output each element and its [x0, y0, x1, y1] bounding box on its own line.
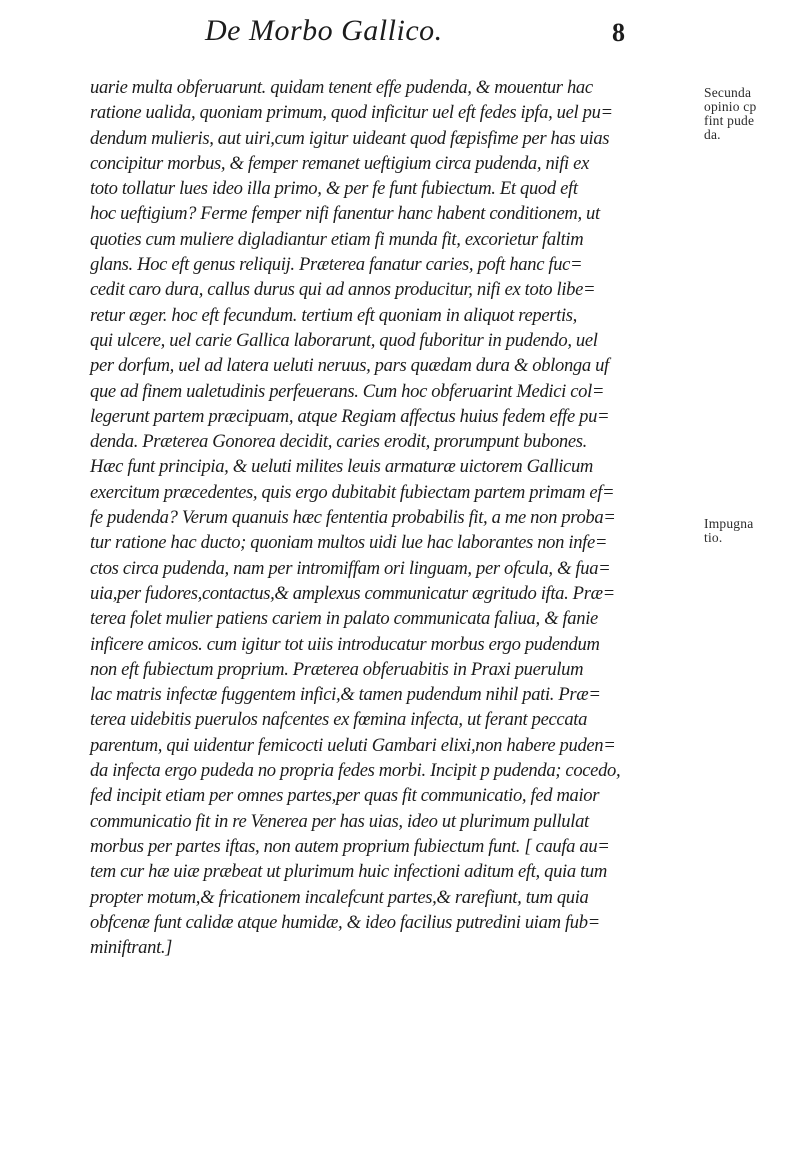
- text-line: propter motum,& fricationem incalefcunt partes,& rarefiunt, tum quia: [90, 886, 589, 908]
- text-line: miniftrant.]: [90, 937, 173, 959]
- text-line: denda. Præterea Gonorea decidit, caries erodit, prorumpunt bubones.: [90, 431, 587, 453]
- margin-note-line: opinio cp: [704, 99, 757, 114]
- margin-note-line: Secunda: [704, 85, 752, 100]
- text-line: fe pudenda? Verum quanuis hæc fententia probabilis fit, a me non proba=: [90, 507, 616, 529]
- margin-note-impugnatio: [704, 517, 784, 545]
- text-line: obfcenæ funt calidæ atque humidæ, & ideo facilius putredini uiam fub=: [90, 911, 600, 933]
- text-line: per dorfum, uel ad latera ueluti neruus, pars quædam dura & oblonga uf: [90, 355, 609, 377]
- text-line: qui ulcere, uel carie Gallica laborarunt, quod fuboritur in pudendo, uel: [90, 329, 598, 351]
- text-line: da infecta ergo pudeda no propria fedes morbi. Incipit p pudenda; cocedo,: [90, 760, 621, 782]
- text-line: ctos circa pudenda, nam per intromiffam ori linguam, per ofcula, & fua=: [90, 557, 611, 579]
- text-line: glans. Hoc eft genus reliquij. Præterea fanatur caries, poft hanc fuc=: [90, 254, 583, 276]
- running-title: De Morbo Gallico.: [205, 14, 443, 47]
- margin-note-line: fint pude: [704, 113, 755, 128]
- text-line: legerunt partem præcipuam, atque Regiam affectus huius fedem effe pu=: [90, 405, 610, 427]
- text-line: ratione ualida, quoniam primum, quod inficitur uel eft fedes ipfa, uel pu=: [90, 102, 613, 124]
- text-line: tur ratione hac ducto; quoniam multos uidi lue hac laborantes non infe=: [90, 532, 608, 554]
- text-line: tem cur hæ uiæ præbeat ut plurimum huic infectioni aditum eft, quia tum: [90, 861, 607, 883]
- text-line: cedit caro dura, callus durus qui ad annos producitur, nifi ex toto libe=: [90, 279, 596, 301]
- margin-note-line: tio.: [704, 530, 723, 545]
- margin-note-line: Impugna: [704, 516, 754, 531]
- text-line: communicatio fit in re Venerea per has uias, ideo ut plurimum pullulat: [90, 810, 589, 832]
- text-line: terea uidebitis puerulos nafcentes ex fœmina infecta, ut ferant peccata: [90, 709, 588, 731]
- margin-note-line: da.: [704, 127, 721, 142]
- text-line: dendum mulieris, aut uiri,cum igitur uideant quod fæpisfime per has uias: [90, 127, 610, 149]
- text-line: parentum, qui uidentur femicocti ueluti Gambari elixi,non habere puden=: [90, 734, 616, 756]
- text-line: terea folet mulier patiens cariem in palato communicata faliua, & fanie: [90, 608, 598, 630]
- text-line: que ad finem ualetudinis perfeuerans. Cum hoc obferuarint Medici col=: [90, 380, 605, 402]
- margin-note-secunda: [704, 86, 784, 142]
- text-line: hoc ueftigium? Ferme femper nifi fanentur hanc habent conditionem, ut: [90, 203, 600, 225]
- text-line: inficere amicos. cum igitur tot uiis introducatur morbus ergo pudendum: [90, 633, 600, 655]
- text-line: toto tollatur lues ideo illa primo, & per fe funt fubiectum. Et quod eft: [90, 178, 578, 200]
- text-line: fed incipit etiam per omnes partes,per quas fit communicatio, fed maior: [90, 785, 600, 807]
- text-line: morbus per partes iftas, non autem proprium fubiectum funt. [ caufa au=: [90, 835, 610, 857]
- text-line: concipitur morbus, & femper remanet ueftigium circa pudenda, nifi ex: [90, 152, 589, 174]
- text-line: uia,per fudores,contactus,& amplexus communicatur ægritudo ifta. Præ=: [90, 582, 615, 604]
- text-line: non eft fubiectum proprium. Præterea obferuabitis in Praxi puerulum: [90, 658, 584, 680]
- text-line: lac matris infectæ fuggentem infici,& tamen pudendum nihil pati. Præ=: [90, 684, 601, 706]
- text-line: exercitum præcedentes, quis ergo dubitabit fubiectam partem primam ef=: [90, 481, 615, 503]
- text-line: Hæc funt principia, & ueluti milites leuis armaturæ uictorem Gallicum: [90, 456, 593, 478]
- body-text: [90, 75, 680, 960]
- page-number: 8: [612, 18, 625, 47]
- text-line: retur æger. hoc eft fecundum. tertium eft quoniam in aliquot repertis,: [90, 304, 577, 326]
- text-line: quoties cum muliere digladiantur etiam fi munda fit, excorietur faltim: [90, 228, 584, 250]
- text-line: uarie multa obferuarunt. quidam tenent effe pudenda, & mouentur hac: [90, 77, 593, 98]
